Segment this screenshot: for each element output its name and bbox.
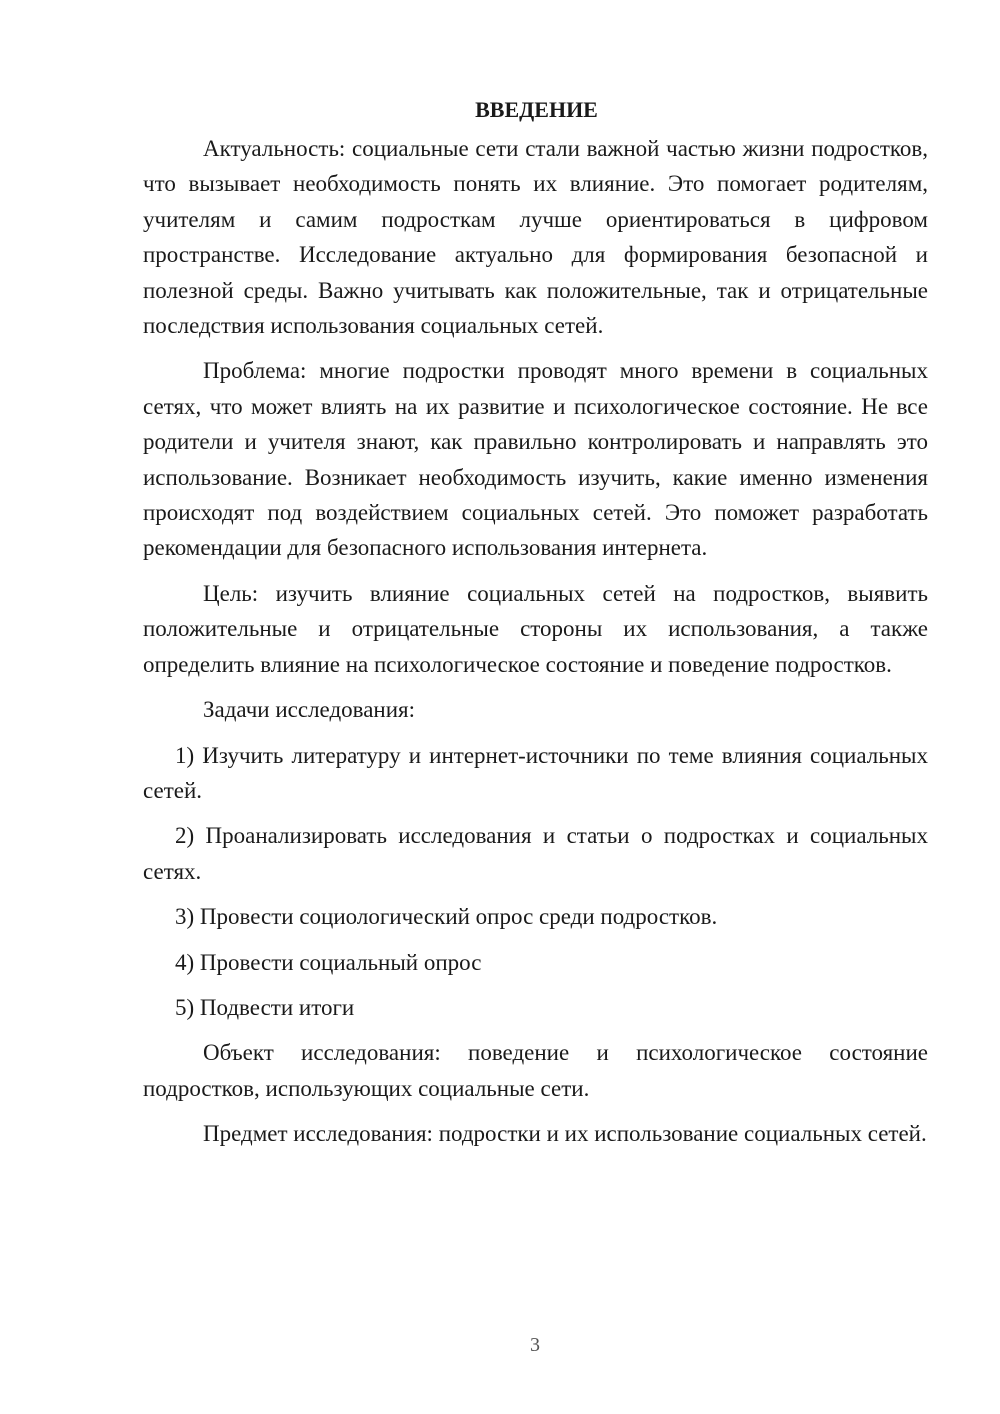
page-content xyxy=(143,92,928,1162)
task-item-2: 2) Проанализировать исследования и статьи о подростках и социальных сетях. xyxy=(143,823,928,884)
page-number: 3 xyxy=(530,1334,540,1356)
relevance-paragraph: Актуальность: социальные сети стали важной частью жизни подростков, что вызывает необходимость понять их влияние. Это помогает родителям, учителям и самим подросткам лучше ориентироваться в цифровом пространстве. Исследование актуально для формирования безопасной и полезной среды. Важно учитывать как положительные, так и отрицательные последствия использования социальных сетей. xyxy=(143,136,928,339)
section-title: ВВЕДЕНИЕ xyxy=(475,97,598,122)
task-item-4: 4) Провести социальный опрос xyxy=(175,949,482,975)
task-item-3: 3) Провести социологический опрос среди подростков. xyxy=(175,904,718,930)
object-paragraph: Объект исследования: поведение и психологическое состояние подростков, использующих социальные сети. xyxy=(143,1040,928,1101)
goal-paragraph: Цель: изучить влияние социальных сетей на подростков, выявить положительные и отрицательные стороны их использования, а также определить влияние на психологическое состояние и поведение подростков. xyxy=(143,580,928,677)
task-item-5: 5) Подвести итоги xyxy=(175,994,355,1020)
problem-paragraph: Проблема: многие подростки проводят много времени в социальных сетях, что может влиять на их развитие и психологическое состояние. Не все родители и учителя знают, как правильно контролировать и направлять это использование. Возникает необходимость изучить, какие именно изменения происходят под воздействием социальных сетей. Это поможет разработать рекомендации для безопасного использования интернета. xyxy=(143,358,928,561)
task-item-1: 1) Изучить литературу и интернет-источники по теме влияния социальных сетей. xyxy=(143,742,928,803)
tasks-heading: Задачи исследования: xyxy=(203,697,416,723)
subject-paragraph: Предмет исследования: подростки и их использование социальных сетей. xyxy=(203,1121,927,1147)
